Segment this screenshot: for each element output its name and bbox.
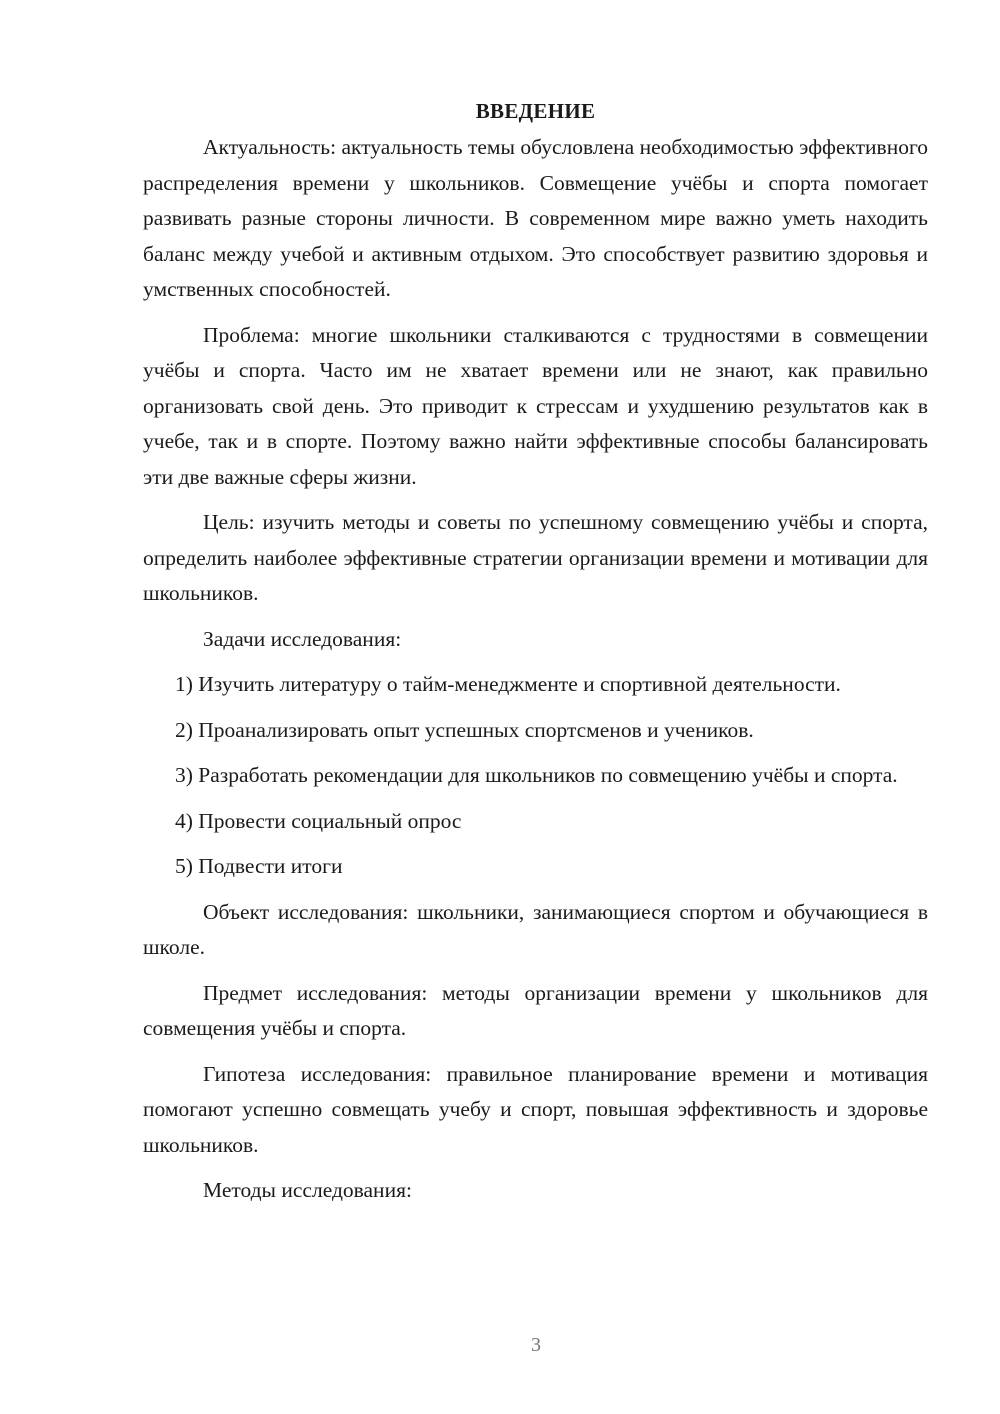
paragraph-goal: Цель: изучить методы и советы по успешному совмещению учёбы и спорта, определить наиболее эффективные стратегии организации времени и мотивации для школьников. <box>143 510 928 605</box>
task-item-2: 2) Проанализировать опыт успешных спортсменов и учеников. <box>175 717 754 742</box>
task-item-1: 1) Изучить литературу о тайм-менеджменте и спортивной деятельности. <box>175 672 841 696</box>
paragraph-methods: Методы исследования: <box>203 1178 412 1202</box>
task-item-4: 4) Провести социальный опрос <box>175 808 462 833</box>
document-page <box>143 96 928 1219</box>
paragraph-relevance: Актуальность: актуальность темы обусловлена необходимостью эффективного распределения времени у школьников. Совмещение учёбы и спорта помогает развивать разные стороны личности. В современном мире важно уметь находить баланс между учебой и активным отдыхом. Это способствует развитию здоровья и умственных способностей. <box>143 135 928 301</box>
paragraph-object: Объект исследования: школьники, занимающиеся спортом и обучающиеся в школе. <box>143 899 928 959</box>
paragraph-problem: Проблема: многие школьники сталкиваются с трудностями в совмещении учёбы и спорта. Часто им не хватает времени или не знают, как правильно организовать свой день. Это приводит к стрессам и ухудшению результатов как в учебе, так и в спорте. Поэтому важно найти эффективные способы балансировать эти две важные сферы жизни. <box>143 322 928 489</box>
task-item-3: 3) Разработать рекомендации для школьников по совмещению учёбы и спорта. <box>175 763 898 787</box>
task-item-5: 5) Подвести итоги <box>175 854 343 878</box>
page-number: 3 <box>531 1334 541 1356</box>
paragraph-tasks-title: Задачи исследования: <box>203 626 402 651</box>
section-heading: ВВЕДЕНИЕ <box>475 99 596 123</box>
paragraph-hypothesis: Гипотеза исследования: правильное планирование времени и мотивация помогают успешно совмещать учебу и спорт, повышая эффективность и здоровье школьников. <box>143 1061 928 1157</box>
paragraph-subject: Предмет исследования: методы организации времени у школьников для совмещения учёбы и спорта. <box>143 980 928 1040</box>
